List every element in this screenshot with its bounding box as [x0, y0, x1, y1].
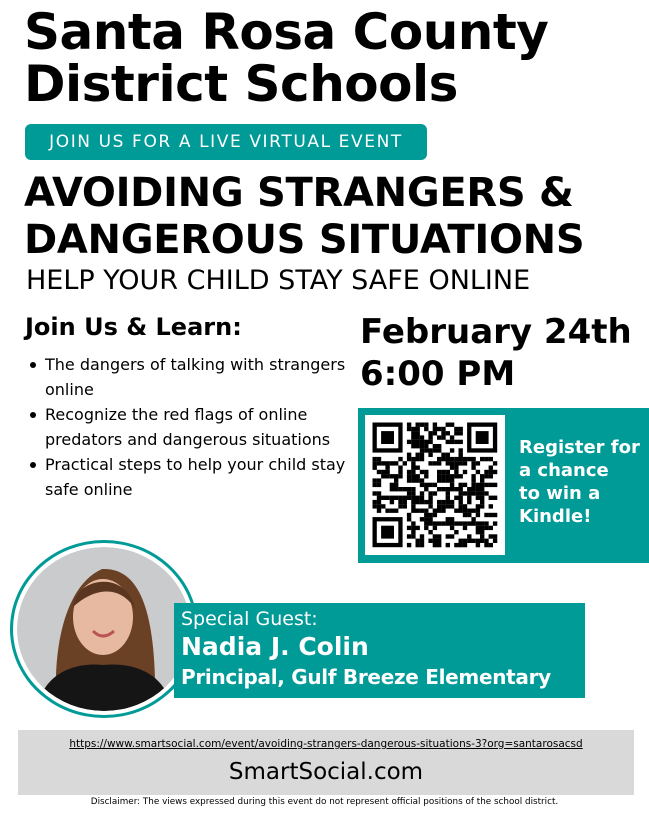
- event-time: 6:00 PM: [360, 354, 516, 394]
- guest-photo: [10, 540, 198, 718]
- disclaimer: Disclaimer: The views expressed during this event do not represent official positions of the school district.: [90, 797, 559, 807]
- event-date: February 24th: [360, 312, 632, 352]
- list-item: The dangers of talking with strangers online: [28, 352, 348, 402]
- event-subtitle: HELP YOUR CHILD STAY SAFE ONLINE: [26, 265, 531, 296]
- guest-portrait-icon: [17, 547, 191, 711]
- event-url-link[interactable]: https://www.smartsocial.com/event/avoiding-strangers-dangerous-situations-3?org=santarosacsd: [69, 738, 583, 750]
- register-panel: [358, 408, 649, 563]
- list-item: Practical steps to help your child stay safe online: [28, 452, 348, 502]
- learn-heading: Join Us & Learn:: [25, 313, 242, 341]
- register-text: Register for a chance to win a Kindle!: [519, 437, 640, 527]
- event-title: AVOIDING STRANGERS & DANGEROUS SITUATIONS: [24, 170, 585, 263]
- guest-title: Principal, Gulf Breeze Elementary: [181, 665, 551, 689]
- guest-name: Nadia J. Colin: [181, 632, 369, 661]
- learn-list: [28, 352, 348, 502]
- special-guest-panel: [174, 603, 585, 698]
- guest-label: Special Guest:: [181, 608, 318, 630]
- event-datetime: [360, 311, 632, 395]
- event-banner: JOIN US FOR A LIVE VIRTUAL EVENT: [25, 124, 427, 160]
- brand-name: SmartSocial.com: [228, 759, 424, 785]
- list-item: Recognize the red flags of online predators and dangerous situations: [28, 402, 348, 452]
- qr-code[interactable]: [365, 415, 505, 555]
- district-name: Santa Rosa County District Schools: [24, 3, 549, 113]
- footer-box: [18, 730, 634, 795]
- qr-code-icon: [365, 415, 505, 555]
